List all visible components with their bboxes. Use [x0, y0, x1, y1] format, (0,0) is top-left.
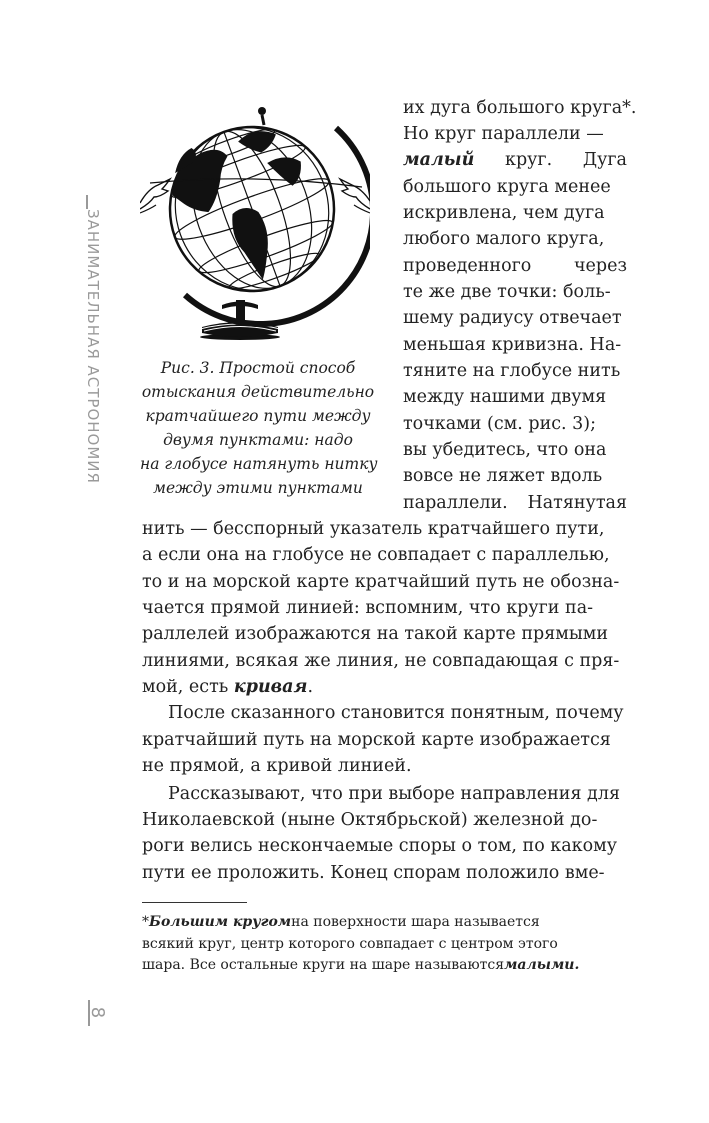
body-text: искривлена, чем дуга [403, 203, 605, 223]
footnote [142, 912, 627, 977]
body-line [168, 700, 627, 726]
body-text: нить — бесспорный указатель кратчайшего пути, [142, 519, 605, 539]
body-text: проведенного [403, 256, 532, 276]
running-head-text: ЗАНИМАТЕЛЬНАЯ АСТРОНОМИЯ [84, 209, 102, 484]
body-line [403, 463, 627, 489]
body-line [142, 833, 627, 859]
body-line [142, 621, 627, 647]
page-number [86, 1000, 116, 1030]
body-text: те же две точки: боль- [403, 282, 611, 302]
body-line [142, 516, 627, 542]
body-text: большого круга менее [403, 177, 611, 197]
body-line [403, 358, 627, 384]
body-text: мой, есть кривая. [142, 677, 314, 697]
body-line [403, 305, 627, 331]
body-line [142, 674, 627, 700]
body-text: чается прямой линией: вспомним, что круги па- [142, 598, 594, 618]
body-text: тяните на глобусе нить [403, 361, 621, 381]
body-text: кратчайший путь на морской карте изображается [142, 730, 611, 750]
body-text: параллели. [403, 493, 508, 513]
body-line [142, 595, 627, 621]
running-head [78, 195, 108, 495]
body-line [403, 437, 627, 463]
caption-line: двумя пунктами: надо [163, 431, 353, 449]
body-line [142, 860, 627, 886]
body-text: любого малого круга, [403, 229, 605, 249]
body-text: линиями, всякая же линия, не совпадающая с пря- [142, 651, 620, 671]
body-text: После сказанного становится понятным, почему [168, 703, 624, 723]
emphasis-text: малый [403, 150, 475, 170]
body-line [403, 332, 627, 358]
body-text: Дуга [582, 150, 627, 170]
body-line [142, 727, 627, 753]
body-text: не прямой, а кривой линией. [142, 756, 412, 776]
body-text: пути ее проложить. Конец спорам положило вме- [142, 863, 605, 883]
body-text: вовсе не ляжет вдоль [403, 466, 603, 486]
body-text: Николаевской (ныне Октябрьской) железной до- [142, 810, 598, 830]
caption-line: между этими пунктами [153, 479, 363, 497]
body-text: а если она на глобусе не совпадает с параллелью, [142, 545, 610, 565]
caption-line: кратчайшего пути между [145, 407, 371, 425]
body-text: то и на морской карте кратчайший путь не обозна- [142, 572, 620, 592]
body-line [403, 174, 627, 200]
caption-line: отыскания действительно [141, 383, 375, 401]
body-text: их дуга большого круга*. [403, 98, 637, 118]
footnote-line: шара. Все остальные круги на шаре называются малыми. [142, 957, 580, 973]
footnote-rule [142, 902, 247, 903]
body-text: между нашими двумя [403, 387, 607, 407]
caption-line: Рис. 3. Простой способ [160, 359, 356, 377]
body-text: точками (см. рис. 3); [403, 414, 597, 434]
body-line [403, 490, 627, 516]
body-line [403, 226, 627, 252]
body-line [142, 648, 627, 674]
caption-line: на глобусе натянуть нитку [140, 455, 378, 473]
body-text: меньшая кривизна. На- [403, 335, 622, 355]
body-text: роги велись нескончаемые споры о том, по какому [142, 836, 618, 856]
body-line [142, 807, 627, 833]
body-line [142, 542, 627, 568]
body-line [403, 253, 627, 279]
globe-illustration [140, 105, 370, 340]
body-line [403, 384, 627, 410]
body-line [142, 569, 627, 595]
body-text: через [573, 256, 627, 276]
body-line [403, 279, 627, 305]
body-line [403, 411, 627, 437]
body-text: шему радиусу отвечает [403, 308, 622, 328]
footnote-line: * Большим кругом на поверхности шара называется [142, 914, 540, 930]
body-line [403, 200, 627, 226]
body-text: раллелей изображаются на такой карте прямыми [142, 624, 609, 644]
body-text: вы убедитесь, что она [403, 440, 607, 460]
body-line [403, 147, 627, 173]
body-line [403, 121, 627, 147]
body-text: Рассказывают, что при выборе направления для [168, 784, 620, 804]
running-head-rule [86, 195, 88, 209]
footnote-line: всякий круг, центр которого совпадает с центром этого [142, 935, 558, 952]
body-line [403, 95, 637, 121]
body-line [168, 781, 627, 807]
body-text: круг. [505, 150, 553, 170]
body-text: Но круг параллели — [403, 124, 604, 144]
body-text: Натянутая [527, 493, 627, 513]
body-line [142, 753, 627, 779]
figure-caption [140, 356, 376, 500]
page-number-text: 8 [87, 1006, 109, 1019]
